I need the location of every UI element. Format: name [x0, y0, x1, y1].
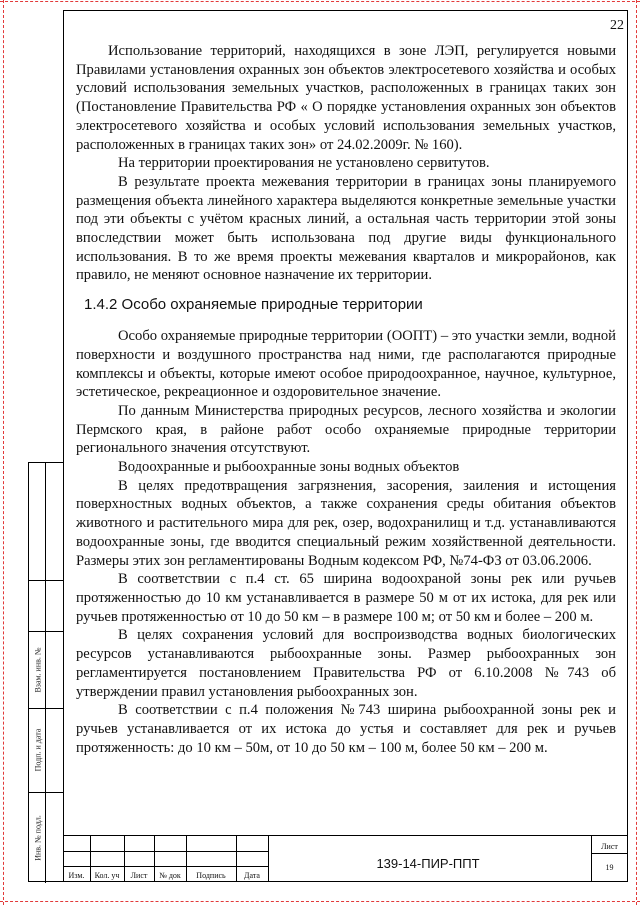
paragraph: В результате проекта межевания территории в границах зоны планируемого размещения объекта линейного характера выделяются конкретные земельные участки под эти объекты с учётом красных линий, а остальная часть территории этой зоны впоследствии может быть использована под другие виды функционального использования. В то же время проекты межевания кварталов и микрорайонов, как правило, не меняют основное назначение их территории. [76, 173, 616, 284]
paragraph: Использование территорий, находящихся в зоне ЛЭП, регулируется новыми Правилами установления охранных зон объектов электросетевого хозяйства и особых условий использования земельных участков, расположенных в границах таких зон (Постановление Правительства РФ « О порядке установления охранных зон объектов электросетевого хозяйства и особых условий использования земельных участков, расположенных в границах таких зон» от 24.02.2009г. № 160). [76, 43, 616, 153]
side-label-replace-inv: Взам. инв. № [33, 646, 43, 693]
paragraph: В соответствии с п.4 положения №743 ширина рыбоохранной зоны рек и ручьев устанавливается от их истока до устья и составляет для рек и ручьев протяженность: до 10 км – 50м, от 10 до 50 км – 100 м, более 50 км – 200 м. [76, 702, 616, 756]
col-list: Лист [130, 871, 148, 880]
cut-line-left [3, 0, 4, 905]
col-date: Дата [244, 871, 260, 880]
col-kol-uch: Кол. уч [94, 871, 120, 880]
sheet-label: Лист [601, 842, 618, 851]
side-label-orig-inv: Инв. № подл. [33, 814, 43, 861]
page-number: 22 [610, 18, 624, 33]
col-izm: Изм. [68, 871, 85, 880]
col-signature: Подпись [196, 871, 226, 880]
subheading: Водоохранные и рыбоохранные зоны водных объектов [118, 459, 460, 476]
side-label-sign-date: Подп. и дата [33, 728, 43, 772]
paragraph: Особо охраняемые природные территории (ООПТ) – это участки земли, водной поверхности и воздушного пространства над ними, где располагаются природные комплексы и объекты, которые имеют особое природоохранное, научное, культурное, эстетическое, рекреационное и оздоровительное значение. [76, 328, 616, 401]
document-body [76, 42, 616, 757]
paragraph: По данным Министерства природных ресурсов, лесного хозяйства и экологии Пермского края, в районе работ особо охраняемые природные территории регионального значения отсутствуют. [76, 402, 616, 457]
title-block [63, 835, 628, 882]
cut-line-top [0, 1, 640, 2]
cut-line-bottom [0, 901, 640, 902]
paragraph: В целях предотвращения загрязнения, засорения, заиления и истощения поверхностных водных объектов, а также сохранения среды обитания объектов животного и растительного мира для рек, озер, водохранилищ и т.д. устанавливаются водоохранные зоны, где вводится специальный режим хозяйственной деятельности. Размеры этих зон регламентированы Водным кодексом РФ, №74-ФЗ от 03.06.2006. [76, 477, 616, 569]
sheet-number: 19 [605, 863, 614, 872]
side-stamp [28, 462, 63, 882]
cut-line-right [636, 0, 637, 905]
section-heading: 1.4.2 Особо охраняемые природные территории [84, 296, 423, 314]
col-doc-num: № док [159, 871, 181, 880]
document-code: 139-14-ПИР-ППТ [376, 856, 480, 871]
paragraph: На территории проектирования не установлено сервитутов. [118, 155, 490, 172]
paragraph: В соответствии с п.4 ст. 65 ширина водоохраной зоны рек или ручьев протяженностью до 10 км устанавливается в размере 50 м от их истока, для рек или ручьев протяженностью от 10 до 50 км – в размере 100 м; от 50 км и более – 200 м. [76, 571, 616, 625]
paragraph: В целях сохранения условий для воспроизводства водных биологических ресурсов устанавливаются рыбоохранные зоны. Размер рыбоохранных зон регламентируется постановлением Правительства РФ от 6.10.2008 №743 об утверждении правил установления рыбоохранных зон. [76, 627, 616, 700]
